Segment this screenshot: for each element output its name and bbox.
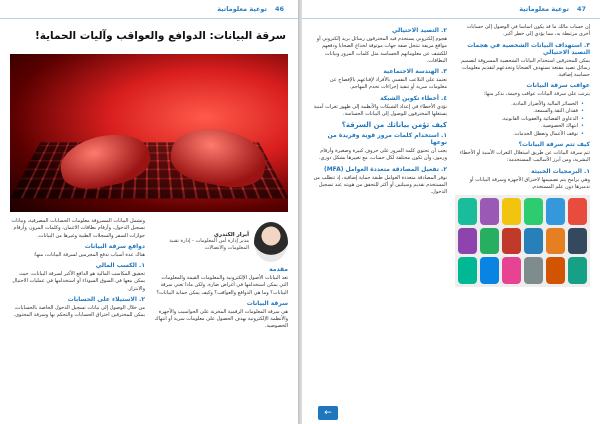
paragraph-network-config: تؤدي الأخطاء في إعداد الشبكات والأنظمة إلى ظهور ثغرات أمنية يستغلها المخترقون للوصول إلى البيانات الحساسة. (313, 103, 447, 117)
article-title: سرقة البيانات: الدوافع والعواقب وآليات الحماية! (34, 30, 286, 42)
next-page-button[interactable]: ← (318, 406, 338, 420)
paragraph-intro: تعد البيانات الأصول الإلكترونية والمعلومات القيمة والمعلومات التي يمكن استخدامها في أغراض ضارة. ولكن ماذا تعني سرقة البيانات؟ وما هي الدوافع والعواقب؟ وكيف يمكن حماية البيانات؟ (156, 275, 288, 296)
paragraph-theft: هي سرقة المعلومات الرقمية المخزنة على الحواسيب والأجهزة والأنظمة الإلكترونية بهدف الحصول على معلومات سرية أو انتهاك الخصوصية. (154, 308, 288, 330)
section-title: توعية معلوماتية (217, 5, 267, 13)
author-block (153, 222, 288, 262)
left-page-col-right (153, 218, 288, 416)
paragraph-phishing: هجوم إلكتروني يستخدم فيه المخترقون رسائل بريد إلكتروني أو مواقع مزيفة تنتحل صفة جهات موثوقة لخداع الضحايا ودفعهم للكشف عن معلوماتهم الحساسة مثل كلمات المرور وبيانات البطاقات. (316, 36, 447, 64)
paragraph-how-theft: تتم سرقة البيانات عن طريق استغلال الثغرات الأمنية أو الأخطاء البشرية، ومن أبرز الأساليب المستخدمة: (459, 150, 590, 164)
paragraph-motives: هناك عدة أسباب تدفع المجرمين لسرقة البيانات، منها: (33, 251, 145, 258)
app-icons-image (455, 195, 590, 287)
hero-image-hacker-hands (10, 54, 288, 212)
heading-consequences: عواقب سرقة البيانات (526, 82, 590, 90)
right-page-col-left (312, 24, 447, 416)
paragraph-account-takeover: من خلال الوصول إلى بيانات تسجيل الدخول الخاصة بالحسابات، يمكن للمخترقين اختراق الحسابات والتحكم بها وسرقة المحتوى. (13, 304, 145, 318)
author-role: مدير إدارة أمن المعلومات - إدارة تقنية المعلومات والاتصالات (169, 238, 249, 251)
list-item: • فقدان الثقة والسمعة. (455, 108, 584, 116)
right-page (302, 0, 600, 424)
section-title: توعية معلوماتية (519, 5, 569, 13)
heading-financial-gain: ١. الكسب المالي (95, 262, 145, 269)
paragraph-data-types: وتشمل البيانات المسروقة معلومات الحسابات المصرفية، وبيانات تسجيل الدخول، وأرقام بطاقات الائتمان، وكلمات المرور، وأرقام جوازات السفر والسجلات الطبية وغيرها من البيانات. (11, 218, 145, 239)
paragraph-phishing-personal: يمكن للمخترقين استخدام البيانات الشخصية المسروقة لتصميم رسائل تصيد مقنعة تستهدف الضحايا وتخدعهم لتقديم معلومات حساسة إضافية. (461, 57, 590, 78)
heading-malware: ١. البرمجيات الخبيثة (530, 167, 590, 175)
list-item: • الخسائر المالية والأضرار المادية. (455, 101, 584, 109)
page-number: 46 (274, 5, 284, 13)
paragraph-mfa: توفر المصادقة متعددة العوامل طبقة حماية إضافية، إذ تتطلب من المستخدم تقديم وسيلتين أو أكثر للتحقق من هويته عند تسجيل الدخول. (313, 174, 447, 195)
paragraph-continued: إن حساب مالك ما قد يكون أساساً في الوصول إلى حسابات أخرى مرتبطة به، مما يؤدي إلى خطر أكبر. (466, 24, 590, 38)
paragraph-strong-passwords: يجب أن تحتوي كلمة المرور على حروف كبيرة وصغيرة وأرقام ورموز، وأن تكون مختلفة لكل حساب، مع تغييرها بشكل دوري. (318, 148, 447, 162)
paragraph-malware: وهي برامج يتم تصميمها لاختراق الأجهزة وسرقة البيانات أو تدميرها دون علم المستخدم. (469, 176, 590, 190)
left-page (0, 0, 298, 424)
right-page-header (302, 0, 600, 19)
paragraph-financial-gain: تحقيق المكاسب المالية هو الدافع الأكبر لسرقة البيانات، حيث يمكن بيعها في السوق السوداء أو استخدامها في عمليات الاحتيال والابتزاز. (12, 271, 145, 292)
list-item: • توقف الأعمال وتعطل الخدمات. (455, 131, 584, 139)
heading-protect-data: كيف تؤمن بياناتك من السرقة؟ (341, 121, 447, 129)
paragraph-consequences: يترتب على سرقة البيانات عواقب وخيمة، نذكر منها: (483, 91, 590, 98)
list-item: • الدعاوى القضائية والعقوبات القانونية. (455, 116, 584, 124)
heading-intro: مقدمة (269, 266, 288, 273)
heading-social-engineering: ٣. الهندسة الاجتماعية (383, 68, 447, 75)
heading-strong-passwords: ١. استخدام كلمات مرور قوية وفريدة من نوعها (327, 132, 447, 146)
heading-account-takeover: ٢. الاستيلاء على الحسابات (67, 295, 145, 303)
list-item: • انتهاك الخصوصية. (455, 123, 584, 131)
left-page-col-left (10, 218, 145, 416)
paragraph-social-engineering: تعتمد على التلاعب النفسي بالأفراد لإقناعهم بالإفصاح عن معلومات سرية أو تنفيذ إجراءات تخدم المهاجم. (329, 77, 447, 91)
heading-phishing: ٢. التصيد الاحتيالي (391, 27, 447, 34)
heading-theft: سرقة البيانات (246, 299, 288, 307)
right-page-col-right (455, 24, 590, 416)
heading-network-config: ٤. أخطاء تكوين الشبكة (380, 94, 447, 102)
left-page-header (0, 0, 298, 19)
author-name: أبرار الكندري (213, 232, 249, 238)
avatar (254, 222, 288, 262)
heading-phishing-personal: ٣. استهداف البيانات الشخصية في هجمات التصيد الاحتيالي (467, 41, 590, 56)
heading-how-theft: كيف تتم سرقة البيانات؟ (518, 141, 590, 148)
page-number: 47 (576, 5, 586, 13)
heading-mfa: ٢. تفعيل المصادقة متعددة العوامل (MFA) (323, 165, 447, 173)
consequences-list (455, 101, 590, 139)
heading-motives: دوافع سرقة البيانات (84, 242, 145, 250)
